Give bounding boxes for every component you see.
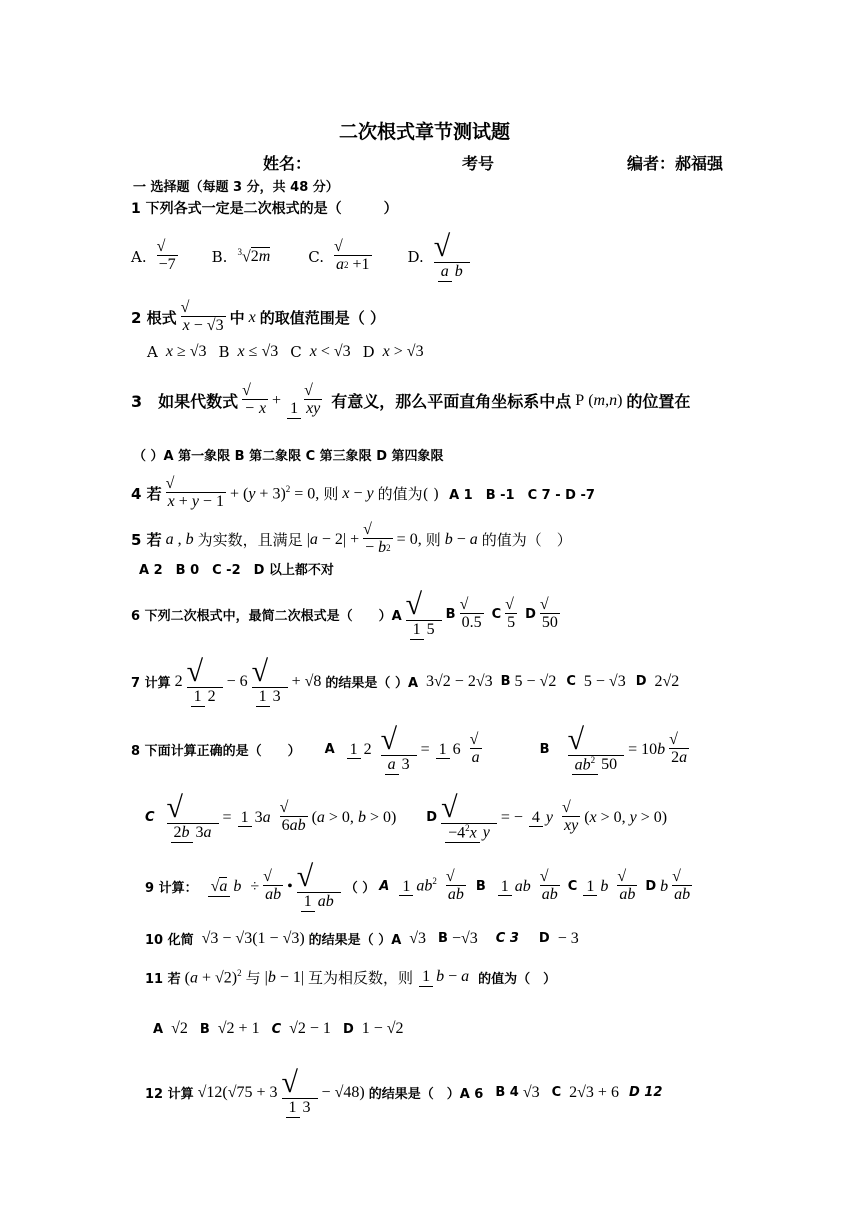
q2-stem: 2 根式 √ x − √3 中 x 的取值范围是（ ） bbox=[131, 299, 385, 334]
q1-option-b: B. bbox=[211, 247, 228, 266]
page-title: 二次根式章节测试题 bbox=[339, 121, 511, 143]
q8-line2: C √ 2b 3a = 1 3a √ 6 ab (a > 0, b > 0) D √ $-4^2x$ y = − 4 y √ xy (x > 0, y > 0) bbox=[145, 791, 668, 842]
author-label: 编者：郝福强 bbox=[627, 154, 724, 173]
q11-options: A √2 B √2 + 1 C √2 − 1 D 1 − √2 bbox=[153, 1020, 404, 1037]
q4-stem: 4 若 √ x + y − 1 + $(y + 3)^2 = 0$, 则 x − y 的值为( ) A 1 B -1 C 7 - D -7 bbox=[131, 475, 595, 510]
q1-option-d: D. bbox=[407, 247, 424, 266]
q2-options: A x ≥ √3 B x ≤ √3 C x < √3 D x > √3 bbox=[147, 343, 424, 361]
q1-option-c: C. bbox=[308, 247, 324, 266]
name-label: 姓名： bbox=[263, 154, 312, 173]
section-heading: 一 选择题（每题 3 分，共 48 分） bbox=[133, 180, 339, 195]
q6-stem: 6 下列二次根式中，最简二次根式是（ ）A √ 1 5 B √ 0.5 C √ 5 D √ 50 bbox=[131, 588, 558, 638]
q3-stem: 3 如果代数式 √ − x + 1 √ xy 有意义，那么平面直角坐标系中点 P (m,n) 的位置在 bbox=[131, 382, 691, 418]
q11-stem: 11 若 $(a + √2)^2$ 与 |b − 1| 互为相反数，则 1 b − a 的值为（ ） bbox=[145, 967, 557, 987]
q5-stem: 5 若 a , b 为实数，且满足 |a − 2| + √ − b 2 = 0, 则 b − a 的值为（ ） bbox=[131, 521, 572, 556]
q5-answers: A 2 B 0 C -2 D 以上都不对 bbox=[139, 563, 334, 578]
exam-no-label: 考号 bbox=[462, 154, 495, 173]
q10-stem: 10 化简 √3 − √3(1 − √3) 的结果是（ ）A √3 B −√3 C 3 D − 3 bbox=[145, 929, 579, 948]
q7-stem: 7 计算 2 √ 1 2 − 6 √ 1 3 + √8 的结果是（ ）A 3√2 − 2√3 B 5 − √2 C 5 − √3 D 2√2 bbox=[131, 655, 680, 705]
q12-stem: 12 计算 √12(√75 + 3 √ 1 3 − √48) 的结果是（ ）A 6 B 4 √3 C 2√3 + 6 D 12 bbox=[145, 1066, 663, 1116]
q9-stem: 9 计算： √a b ÷ √ ab • √ 1 ab （ ） A 1 $ab^2$ √ ab B 1 ab √ ab C 1 b √ ab D b √ ab bbox=[145, 860, 691, 910]
q3-answers: （ ）A 第一象限 B 第二象限 C 第三象限 D 第四象限 bbox=[133, 449, 444, 464]
q1-option-a: A. bbox=[131, 247, 147, 266]
q1-stem: 1 下列各式一定是二次根式的是（ ） bbox=[131, 201, 398, 217]
q1-options: A. √ −7 B. $^3$√2m C. √ a 2 +1 D. √ a b bbox=[131, 232, 470, 282]
q8-line1: 8 下面计算正确的是（ ） A 1 2 √ a 3 = 1 6 √ a B √ $ab^2$ 50 = 10b √ 2 a bbox=[131, 723, 688, 774]
